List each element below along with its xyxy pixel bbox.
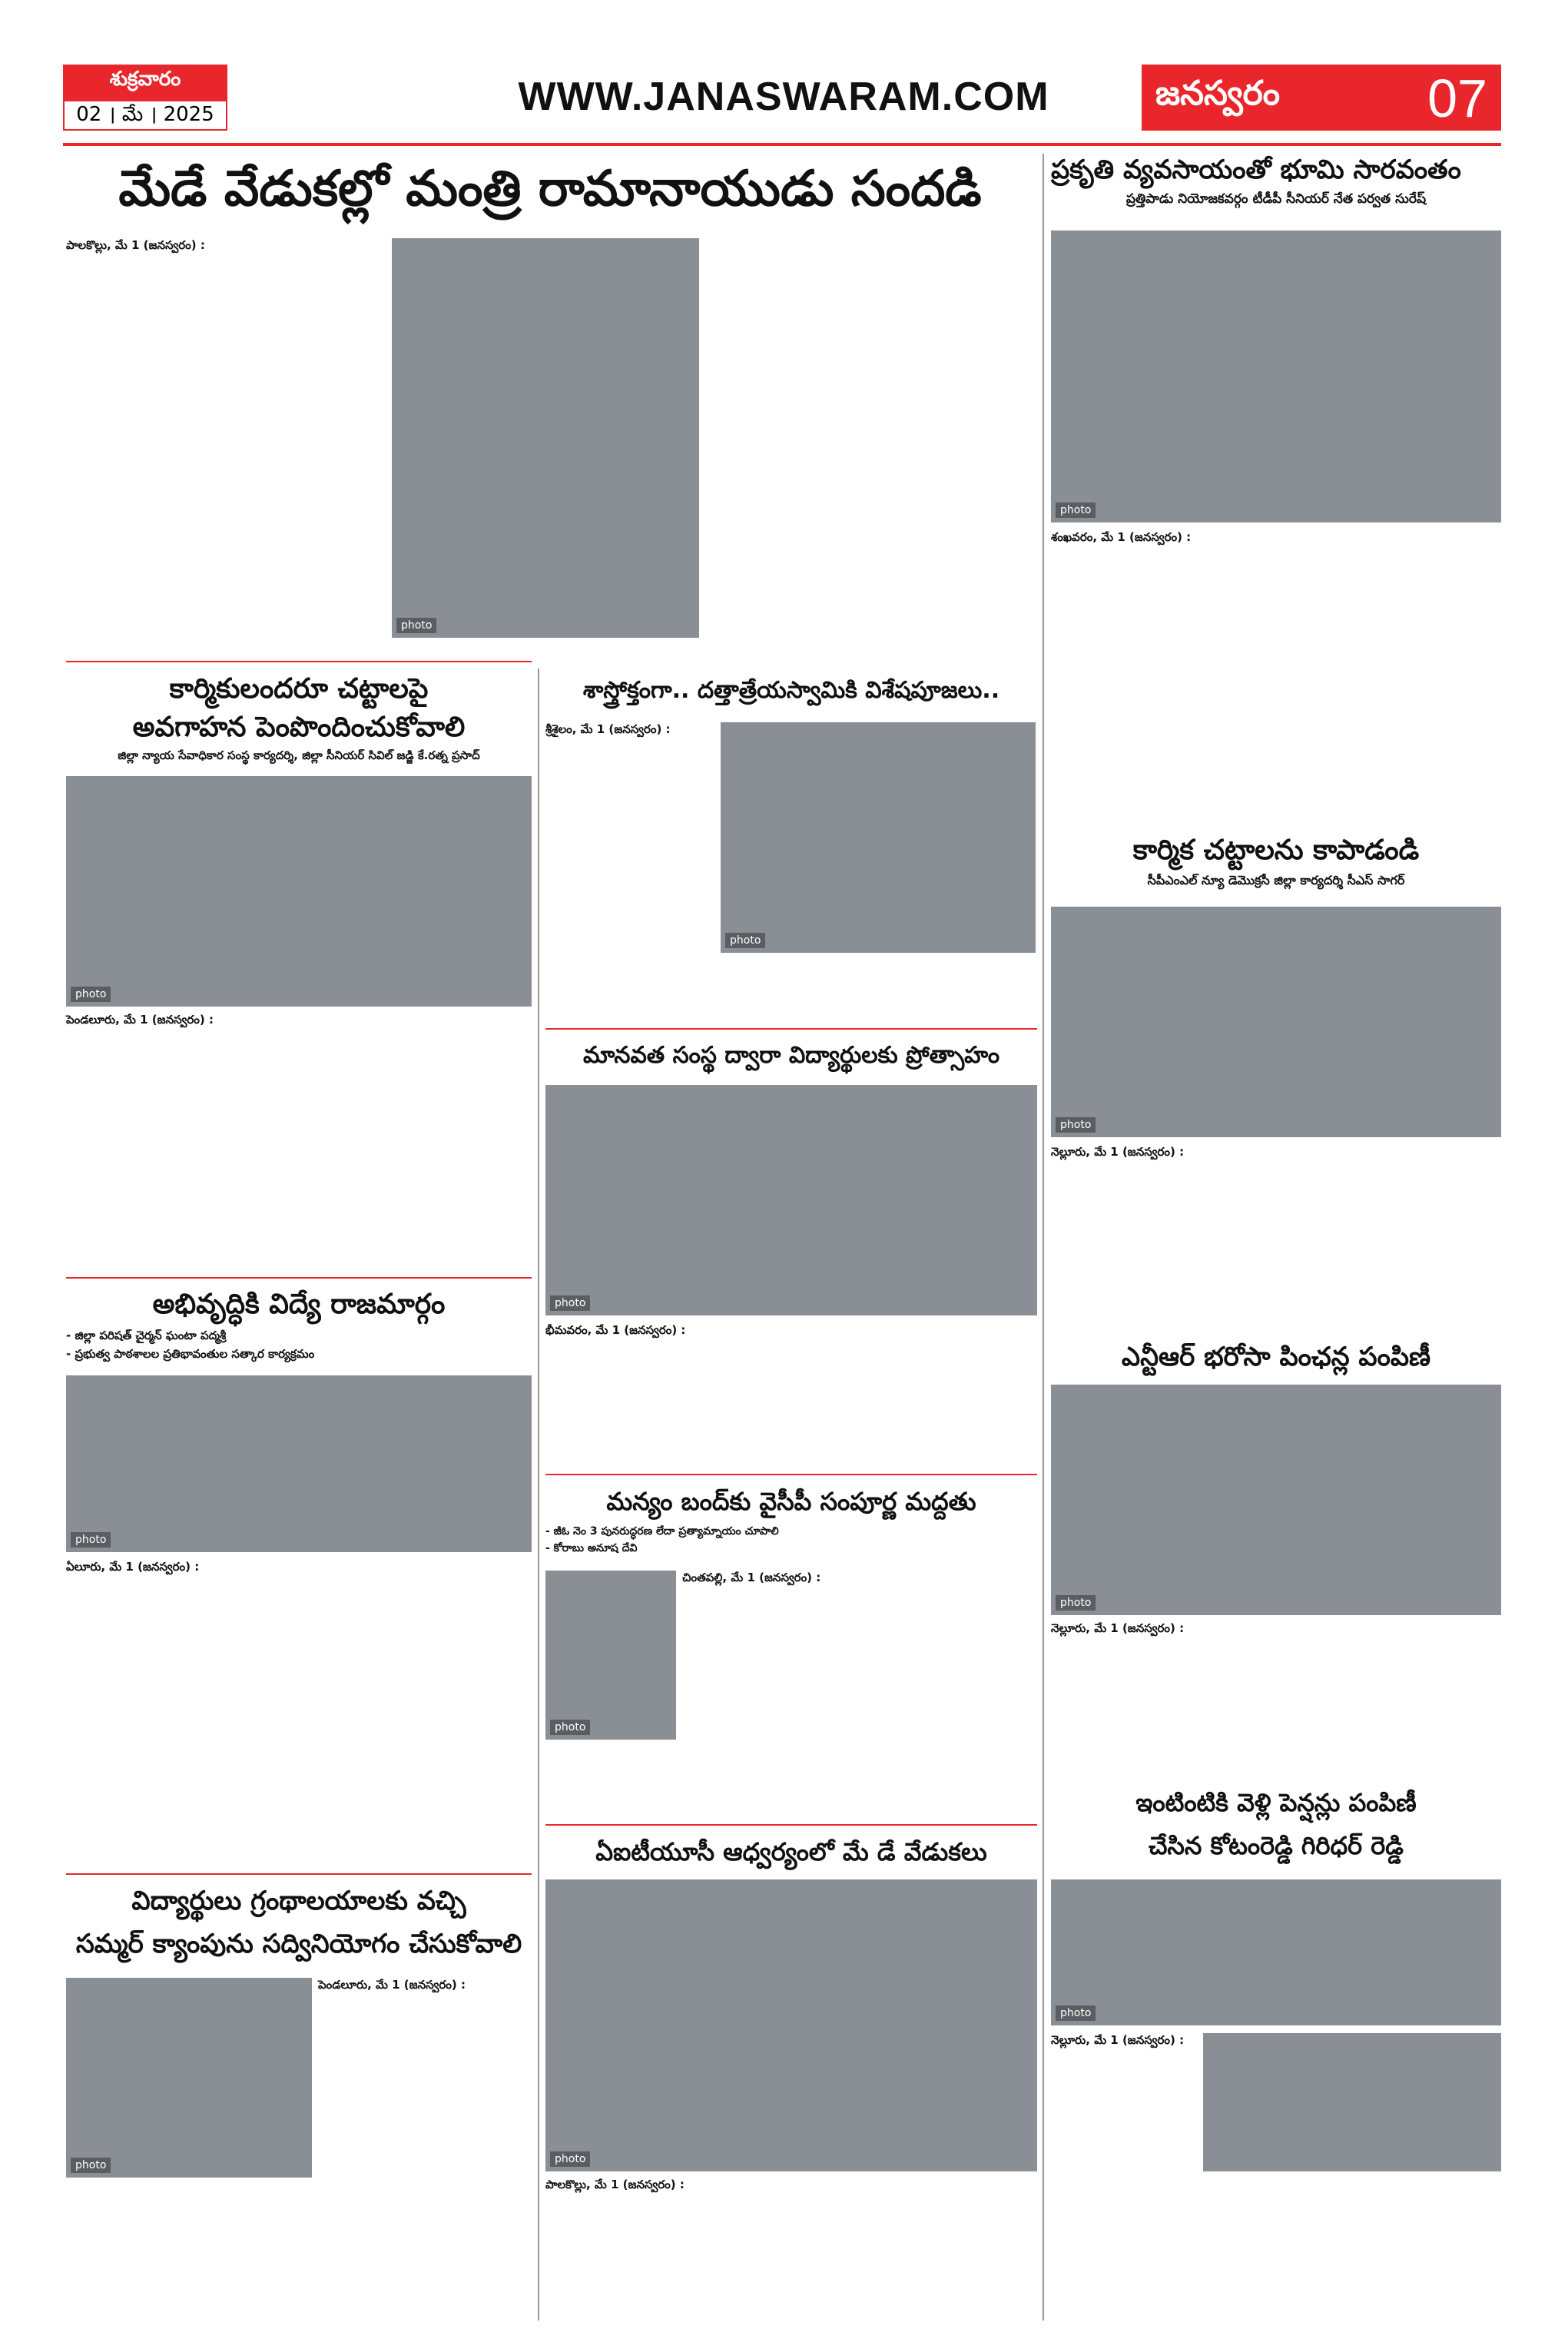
headline: కార్మిక చట్టాలను కాపాడండి [1132,834,1420,866]
article-body [545,960,1037,1022]
photo-caption: photo [725,933,765,948]
section-rule [545,1474,1037,1475]
article-dattatreya-photo [721,722,1036,953]
article-body [1051,2050,1197,2165]
photo-caption: photo [71,2158,111,2173]
photo-caption: photo [1056,2005,1096,2021]
article-kotamreddy-photo-2 [1203,2033,1501,2171]
photo-caption: photo [550,2151,590,2167]
article-labour-laws [1051,830,1501,899]
article-body [66,1030,532,1268]
article-main [66,154,1034,227]
article-main-photo [392,238,699,638]
article-labour-awareness-photo [66,776,532,1007]
article-body [1051,547,1501,816]
article-farming-text [1051,530,1501,822]
section-rule [66,1873,532,1875]
article-manyam-bandh-photo [545,1571,676,1740]
section-rule [545,1824,1037,1826]
article-body [682,1587,1037,1810]
photo-caption: photo [1056,1117,1096,1133]
article-labour-awareness [66,670,532,770]
subheading-2: - కోరాబు అనూష దేవి [545,1542,638,1554]
dateline: శ్రీశైలం, మే 1 (జనస్వరం) : [545,722,671,736]
dateline: శంఖవరం, మే 1 (జనస్వరం) : [1051,530,1192,544]
dateline: పెండలూరు, మే 1 (జనస్వరం) : [66,1013,214,1027]
article-kotamreddy-text [1051,2033,1197,2171]
subheading: సీపీఎంఎల్ న్యూ డెమొక్రసీ జిల్లా కార్యదర్శి సీఎస్ సాగర్ [1147,873,1405,887]
brand-name: జనస్వరం [1155,74,1281,113]
article-body [545,1340,1037,1463]
headline: శాస్త్రోక్తంగా.. దత్తాత్రేయస్వామికి విశేషపూజలు.. [582,677,1000,704]
article-kotamreddy [1051,1781,1501,1873]
dateline: నెల్లూరు, మే 1 (జనస్వరం) : [1051,1145,1185,1159]
article-manyam-bandh-text [682,1571,1037,1816]
page-number: 07 [1427,68,1487,128]
photo-caption: photo [550,1295,590,1311]
headline: అభివృద్ధికి విద్యే రాజమార్గం [152,1289,446,1320]
subheading-1: - జిల్లా పరిషత్ చైర్మన్ ఘంటా పద్మశ్రీ [66,1329,227,1342]
article-library [66,1879,532,1972]
article-body [66,1577,532,1861]
dateline: నెల్లూరు, మే 1 (జనస్వరం) : [1051,2033,1185,2047]
headline-line-2: చేసిన కోటంరెడ్డి గిరిధర్ రెడ్డి [1149,1831,1404,1860]
dateline: పాలకొల్లు, మే 1 (జనస్వరం) : [545,2178,685,2191]
article-library-text [318,1978,532,2178]
issue-day: శుక్రవారం [109,68,181,91]
article-body [66,2184,532,2314]
subheading-1: - జీఓ నెం 3 పునరుద్ధరణ లేదా ప్రత్యామ్నాయం చూపాలి [545,1525,779,1538]
article-kotamreddy-text-cont [1051,2179,1501,2317]
article-labour-laws-text [1051,1145,1501,1329]
headline-line-2: అవగాహన పెంపొందించుకోవాలి [132,712,466,743]
article-aituc [545,1830,1037,1876]
section-rule [66,661,532,662]
article-library-photo [66,1978,312,2178]
article-manyam-bandh [545,1480,1037,1564]
article-manavata [545,1034,1037,1080]
date-box [63,65,227,131]
article-manavata-photo [545,1085,1037,1315]
article-body [707,238,1033,653]
article-main-text-cont [707,238,1033,653]
column-divider [1043,154,1044,2320]
article-aituc-text [545,2178,1037,2316]
photo-caption: photo [71,987,111,1002]
headline: మానవత సంస్థ ద్వారా విద్యార్థులకు ప్రోత్సాహం [582,1042,1000,1069]
article-farming-photo [1051,231,1501,522]
article-manavata-text [545,1323,1037,1469]
article-library-text-cont [66,2184,532,2314]
article-body [318,1995,532,2171]
article-body [1051,1638,1501,1769]
website-url[interactable]: WWW.JANASWARAM.COM [518,75,1049,119]
article-dattatreya [545,670,1037,716]
headline-line-1: ఇంటింటికి వెళ్లి పెన్షన్లు పంపిణీ [1135,1788,1417,1817]
headline: మన్యం బంద్‌కు వైసీపీ సంపూర్ణ మద్దతు [606,1487,976,1516]
article-farming [1051,151,1501,227]
brand-box [1142,65,1501,131]
article-labour-laws-photo [1051,907,1501,1137]
section-rule [66,1277,532,1279]
photo-caption: photo [71,1532,111,1548]
article-education-photo [66,1375,532,1552]
dateline: ఏలూరు, మే 1 (జనస్వరం) : [66,1560,200,1574]
article-aituc-photo [545,1879,1037,2171]
article-education-text [66,1560,532,1867]
article-kotamreddy-photo-1 [1051,1879,1501,2025]
headline: ఏఐటీయూసీ ఆధ్వర్యంలో మే డే వేడుకలు [595,1837,987,1866]
dateline: పాలకొల్లు, మే 1 (జనస్వరం) : [66,238,205,252]
photo-caption: photo [1056,1595,1096,1611]
section-rule [545,1028,1037,1030]
dateline: చింతపల్లి, మే 1 (జనస్వరం) : [682,1571,821,1584]
article-ntr-pension [1051,1335,1501,1382]
article-education [66,1283,532,1368]
article-dattatreya-text-cont [545,960,1037,1022]
photo-caption: photo [550,1720,590,1735]
subheading: ప్రత్తిపాడు నియోజకవర్గం టీడీపీ సీనియర్ నేత పర్వత సురేష్ [1125,191,1427,207]
issue-date: 02 । మే । 2025 [63,100,227,131]
subheading: జిల్లా న్యాయ సేవాధికార సంస్థ కార్యదర్శి, జిల్లా సీనియర్ సివిల్ జడ్జి కే.రత్న ప్రసాద్ [118,748,480,762]
dateline: పెండలూరు, మే 1 (జనస్వరం) : [318,1978,466,1992]
photo-caption: photo [1056,503,1096,518]
column-divider [538,668,539,2320]
article-body [1051,1162,1501,1323]
headline: ఎన్టీఆర్ భరోసా పింఛన్ల పంపిణీ [1121,1342,1431,1372]
article-main-text [66,238,389,630]
dateline: నెల్లూరు, మే 1 (జనస్వరం) : [1051,1621,1185,1635]
article-body [1051,2179,1501,2317]
headline-line-1: కార్మికులందరూ చట్టాలపై [169,673,429,705]
dateline: భీమవరం, మే 1 (జనస్వరం) : [545,1323,686,1337]
article-body [545,2194,1037,2310]
headline-line-2: సమ్మర్ క్యాంపును సద్వినియోగం చేసుకోవాలి [75,1929,522,1959]
headline: మేడే వేడుకల్లో మంత్రి రామానాయుడు సందడి [118,161,982,217]
article-labour-awareness-text [66,1013,532,1274]
photo-caption: photo [396,618,436,633]
masthead-rule [63,143,1501,146]
article-ntr-pension-text [1051,1621,1501,1775]
subheading-2: - ప్రభుత్వ పాఠశాలల ప్రతిభావంతుల సత్కార కార్యక్రమం [66,1347,315,1361]
article-body [66,255,389,616]
headline-line-1: విద్యార్థులు గ్రంథాలయాలకు వచ్చి [131,1886,466,1916]
headline: ప్రకృతి వ్యవసాయంతో భూమి సారవంతం [1051,154,1461,185]
article-ntr-pension-photo [1051,1385,1501,1615]
